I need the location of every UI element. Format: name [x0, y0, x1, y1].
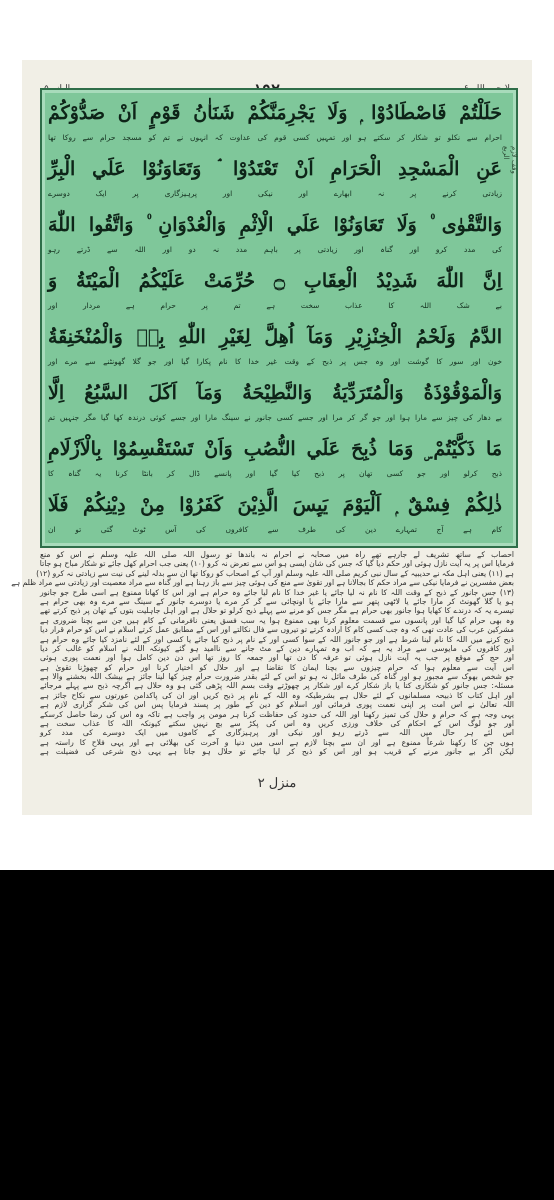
- commentary-line: اور کافروں کی مایوسی سے مراد یہ ہے کہ اب وہ تمہارے دین کے مٹ جانے سے ناامید ہو گئے کیونکہ اللہ نے اسلام کو غالب کر دیا: [40, 643, 514, 653]
- commentary-section: [11, 550, 514, 768]
- commentary-line: وہ بھی حرام کیا گیا اور پانسوں سے قسمت معلوم کرنا بھی ممنوع ہوا یہ سب فسق یعنی نافرمانی کے کام ہیں جن سے بچنا ضروری ہے: [40, 615, 514, 625]
- verse-line: اِنَّ اللّٰهَ شَدِيْدُ الْعِقَابِ ۝ حُرِّمَتْ عَلَيْكُمُ الْمَيْتَةُ وَ: [48, 270, 502, 292]
- commentary-line: فرمایا اس پر یہ آیت نازل ہوئی اور حکم دیا گیا کہ جس کی شان ایسی ہو اس سے تعرض نہ کرو (۱۰) یعنی جب احرام کھل جائے تو شکار مباح ہو جاتا: [39, 559, 514, 569]
- translation-line: بے دھار کی چیز سے مارا ہوا اور جو گر کر مرا اور جسے کسی جانور نے سینگ مارا اور جسے کوئی درندہ کھا گیا مگر جنہیں تم: [48, 413, 502, 422]
- commentary-line: (۱۳) جس جانور کے ذبح کے وقت اللہ کا نام نہ لیا جائے یا غیر خدا کا نام لیا جائے وہ حرام ہے اور اس کا کھانا ممنوع ہے اسی طرح جو جانور: [40, 587, 514, 597]
- verse-line: وَالتَّقْوٰى ۠ وَلَا تَعَاوَنُوْا عَلَي الْاِثْمِ وَالْعُدْوَانِ ۠ وَاتَّقُوا اللّٰهَ: [48, 214, 502, 236]
- commentary-line: لیکن اگر بے جانور مرنے کے قریب ہو اور اس کو ذبح کر لیا جائے تو حلال ہو جاتا ہے یہی ذبح شرعی کی فضیلت ہے: [40, 747, 514, 757]
- commentary-line: مشرکین عرب کی عادت تھی کہ وہ جب کسی کام کا ارادہ کرتے تو تیروں سے فال نکالتے اور اس کے مطابق عمل کرتے اسلام نے اس کو حرام قرار دیا: [40, 625, 514, 635]
- commentary-line: تیسرے یہ کہ درندے کا کھایا ہوا جانور بھی حرام ہے مگر جس کو مرنے سے پہلے ذبح کرلو تو حلال ہے اور اہل جاہلیت بتوں کے تھان پر ذبح کرتے تھے: [40, 606, 514, 616]
- translation-line: کام ہے آج تمہارے دین کی طرف سے کافروں کی آس ٹوٹ گئی تو ان: [48, 525, 502, 534]
- quran-page: [11, 60, 532, 815]
- verse-line: ذٰلِكُمْ فِسْقٌ ۭ اَلْيَوْمَ يَىِٕسَ الَّذِيْنَ كَفَرُوْا مِنْ دِيْنِكُمْ فَلَا: [48, 494, 502, 516]
- verse-line: مَا ذَكَّيْتُمْ ۣ وَمَا ذُبِحَ عَلَي النُّصُبِ وَاَنْ تَسْتَقْسِمُوْا بِالْاَزْلَامِ: [48, 438, 502, 460]
- commentary-line: جو شخص بھوک سے مجبور ہو اور گناہ کی طرف مائل نہ ہو تو اس کے لئے بقدر ضرورت حرام چیز کھا لینا جائز ہے بیشک اللہ بخشنے والا ہے: [40, 672, 514, 682]
- translation-line: احرام سے نکلو تو شکار کر سکتے ہو اور تمہیں کسی قوم کی عداوت کہ انہوں نے تم کو مسجد حرام سے روکا تھا: [48, 133, 502, 142]
- commentary-line: ہے (۱۱) یعنی اہل مکہ نے حدیبیہ کے سال نبی کریم صلی اللہ علیہ وسلم اور آپ کے اصحاب کو روکا تھا ان سے بدلہ لینے کی نیت سے زیادتی نہ کرو (۱۲): [36, 568, 514, 578]
- commentary-line: اس لئے ہر حال میں اللہ سے ڈرتے رہو اور نیکی اور پرہیزگاری کے کاموں میں ایک دوسرے کی مدد کرو: [40, 728, 514, 738]
- commentary-line: اور حج کے موقع پر جب یہ آیت نازل ہوئی تو عرفہ کا دن تھا اور جمعہ کا روز تھا اس دن دین کامل ہوا اور نعمت پوری ہوئی: [40, 653, 514, 663]
- verse-line: الدَّمُ وَلَحْمُ الْخِنْزِيْرِ وَمَآ اُهِلَّ لِغَيْرِ اللّٰهِ بِهٖ وَالْمُنْخَنِقَةُ: [48, 326, 502, 348]
- commentary-line: بعض مفسرین نے فرمایا نیکی سے مراد حکم کا بجالانا ہے اور تقویٰ سے منع کی ہوئی چیز سے باز رہنا ہے اور گناہ سے مراد معصیت اور زیادتی سے مراد ظلم ہے: [11, 578, 514, 588]
- verse-line: عَنِ الْمَسْجِدِ الْحَرَامِ اَنْ تَعْتَدُوْا ۘ وَتَعَاوَنُوْا عَلَي الْبِرِّ: [48, 158, 502, 180]
- manzil-label: منزل ۲: [257, 776, 297, 791]
- commentary-line: اور جو لوگ اس کے احکام کی خلاف ورزی کریں وہ اس کی پکڑ سے بچ نہیں سکتے کیونکہ اللہ کا عذاب سخت ہے: [40, 719, 514, 729]
- margin-note: وقف لازم: [510, 146, 518, 174]
- commentary-line: اور اہل کتاب کا ذبیحہ مسلمانوں کے لئے حلال ہے بشرطیکہ وہ اللہ کے نام پر ذبح کریں اور ان کی پاکدامن عورتوں سے نکاح جائز ہے: [40, 690, 514, 700]
- commentary-line: ہو یا گلا گھونٹ کر مارا جائے یا لاٹھی پتھر سے مارا جائے یا اونچائی سے گر کر مرے یا دوسرے جانور کے سینگ سے مرے وہ بھی حرام ہے: [40, 596, 514, 606]
- commentary-line: اللہ تعالیٰ نے اس امت پر اپنی نعمت پوری فرمائی اور اسلام کو دین کے طور پر پسند فرمایا پس اس کی شکر گزاری لازم ہے: [40, 700, 514, 710]
- translation-line: ذبح کرلو اور جو کسی تھان پر ذبح کیا گیا اور پانسے ڈال کر بانٹا کرنا یہ گناہ کا: [48, 469, 502, 478]
- margin-notes: [502, 146, 518, 234]
- commentary-line: یہی وجہ ہے کہ حرام و حلال کی تمیز رکھنا اور اللہ کی حدود کی حفاظت کرنا ہر مومن پر واجب ہے تاکہ وہ اس کی رضا حاصل کرسکے: [40, 709, 514, 719]
- commentary-line: ذبح کرنے میں اللہ کا نام لینا شرط ہے اور جو جانور اللہ کے سوا کسی اور کے نام پر ذبح کیا جائے یا کسی اور کے لئے نامزد کیا جائے وہ حرام ہے: [40, 634, 514, 644]
- verse-line: وَالْمَوْقُوْذَةُ وَالْمُتَرَدِّيَةُ وَالنَّطِيْحَةُ وَمَآ اَكَلَ السَّبُعُ اِلَّا: [48, 382, 502, 404]
- black-bar: [0, 870, 554, 1200]
- translation-line: خون اور سور کا گوشت اور وہ جس پر ذبح کے وقت غیر خدا کا نام پکارا گیا اور جو گلا گھونٹنے سے مرے اور: [48, 357, 502, 366]
- commentary-line: مسئلہ: جس جانور کو شکاری کتا یا باز شکار کرے اور شکار پر چھوڑتے وقت بسم اللہ پڑھی گئی ہو وہ حلال ہے اگرچہ ذبح سے پہلے مرجائے: [40, 681, 514, 691]
- commentary-line: احصاب کے ساتھ تشریف لے جارہے تھے راہ میں صحابہ نے احرام نہ باندھا تو رسول اللہ صلی اللہ علیہ وسلم نے اس کو منع: [40, 550, 514, 559]
- commentary-line: ہوں جن کا رکھنا شرعاً ممنوع ہے اور ان سے بچنا لازم ہے اسی میں دنیا و آخرت کی بھلائی ہے اور یہی فلاح کا راستہ ہے: [40, 737, 514, 747]
- translation-line: زیادتی کرنے پر نہ ابھارے اور نیکی اور پرہیزگاری پر ایک دوسرے: [48, 189, 502, 198]
- translation-line: کی مدد کرو اور گناہ اور زیادتی پر باہم مدد نہ دو اور اللہ سے ڈرتے رہو: [48, 245, 502, 254]
- translation-line: بے شک اللہ کا عذاب سخت ہے تم پر حرام ہے مردار اور: [48, 301, 502, 310]
- verse-line: حَلَلْتُمْ فَاصْطَادُوْا ۭ وَلَا يَجْرِمَنَّكُمْ شَنَاٰنُ قَوْمٍ اَنْ صَدُّوْكُمْ: [48, 102, 502, 124]
- margin-note: الربع: [502, 146, 510, 160]
- commentary-line: اس آیت سے معلوم ہوا کہ حرام چیزوں سے بچنا ایمان کا تقاضا ہے اور حلال کو اختیار کرنا اور حرام کو چھوڑنا تقویٰ ہے: [40, 662, 514, 672]
- verse-panel: [40, 88, 518, 548]
